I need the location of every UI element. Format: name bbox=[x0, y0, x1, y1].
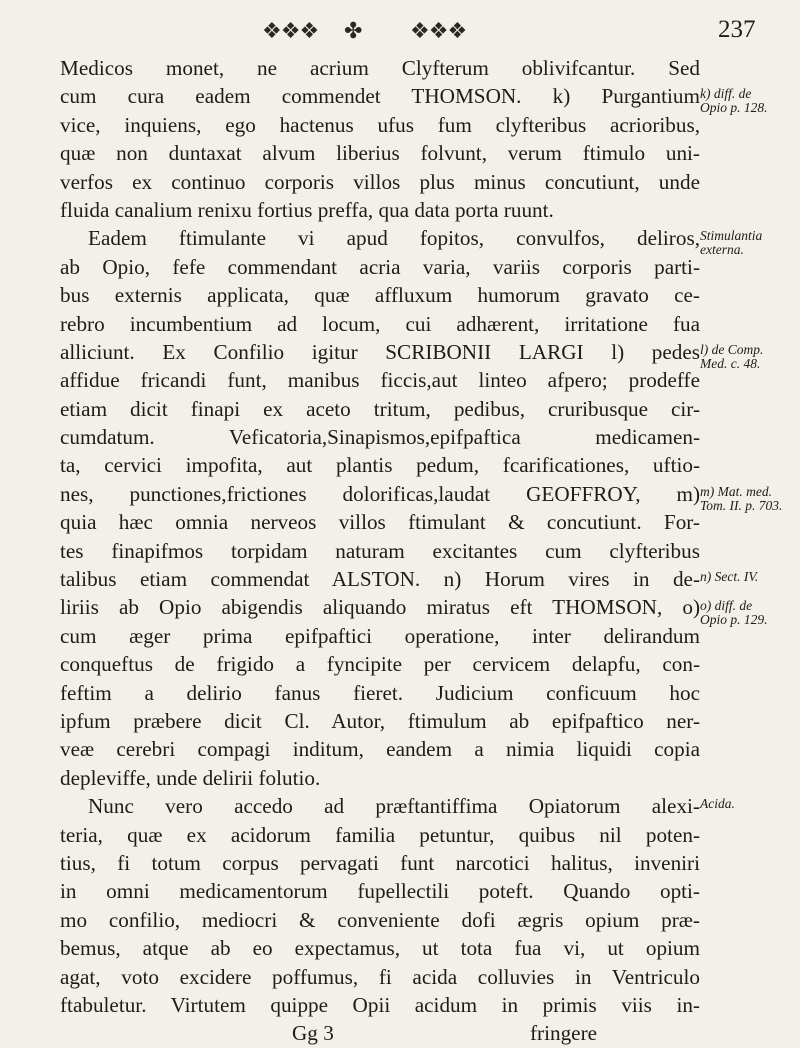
text-line: conqueftus de frigido a fyncipite per cervicem delapfu, con- bbox=[60, 652, 700, 677]
body-text bbox=[60, 54, 700, 1048]
marginal-note-line: externa. bbox=[700, 242, 744, 258]
text-line: Medicos monet, ne acrium Clyfterum oblivifcantur. Sed bbox=[60, 56, 700, 80]
marginal-note-line: Acida. bbox=[700, 796, 735, 812]
text-line: cumdatum. Veficatoria,Sinapismos,epifpaftica medicamen- bbox=[60, 425, 700, 450]
marginal-note-line: o) diff. de bbox=[700, 597, 753, 613]
text-line: affidue fricandi funt, manibus ficcis,aut linteo afpero; prodeffe bbox=[60, 368, 700, 393]
text-line: alliciunt. Ex Confilio igitur SCRIBONII LARGI l) pedes bbox=[60, 339, 700, 364]
text-line: fluida canalium renixu fortius preffa, qua data porta ruunt. bbox=[60, 197, 554, 222]
marginal-note-line: k) diff. de bbox=[700, 86, 752, 102]
text-line: ta, cervici impofita, aut plantis pedum, fcarificationes, uftio- bbox=[60, 453, 700, 478]
marginal-note-line: Opio p. 129. bbox=[700, 611, 768, 627]
marginal-note-line: Tom. II. p. 703. bbox=[700, 498, 783, 513]
marginal-note-line: m) Mat. med. bbox=[700, 484, 772, 499]
marginal-note bbox=[700, 229, 800, 257]
text-line: nes, punctiones,frictiones dolorificas,laudat GEOFFROY, m) bbox=[60, 481, 700, 506]
marginal-note bbox=[700, 485, 800, 513]
text-line: teria, quæ ex acidorum familia petuntur, quibus nil poten- bbox=[60, 822, 700, 847]
text-line: verfos ex continuo corporis villos plus minus concutiunt, unde bbox=[60, 169, 700, 194]
text-line: cum cura eadem commendet THOMSON. k) Purgantium bbox=[60, 84, 700, 109]
marginal-note-line: Opio p. 128. bbox=[700, 100, 768, 116]
text-line: agat, voto excidere poffumus, fi acida colluvies in Ventriculo bbox=[60, 964, 700, 989]
printer-ornament-right: ❖❖❖ bbox=[410, 18, 467, 43]
text-line: bus externis applicata, quæ affluxum humorum gravato ce- bbox=[60, 283, 700, 308]
text-line: ftabuletur. Virtutem quippe Opii acidum in primis viis in- bbox=[60, 992, 700, 1017]
marginal-note-line: Stimulantia bbox=[700, 228, 763, 244]
marginal-note-line: l) de Comp. bbox=[700, 342, 764, 357]
text-line: talibus etiam commendat ALSTON. n) Horum vires in de- bbox=[60, 567, 700, 592]
signature-mark: Gg 3 bbox=[292, 1021, 334, 1046]
text-line: depleviffe, unde delirii folutio. bbox=[60, 765, 321, 790]
text-line: Nunc vero accedo ad præftantiffima Opiatorum alexi- bbox=[88, 794, 700, 819]
marginal-note bbox=[700, 599, 800, 627]
marginal-note bbox=[700, 87, 800, 115]
text-line: rebro incumbentium ad locum, cui adhærent, irritatione fua bbox=[60, 311, 700, 336]
printer-ornament-center: ✤ bbox=[344, 18, 362, 43]
catchword: fringere bbox=[530, 1021, 598, 1046]
marginal-note bbox=[700, 797, 800, 811]
text-line: in omni medicamentorum fupellectili poteft. Quando opti- bbox=[60, 879, 700, 904]
page-header bbox=[0, 10, 800, 46]
text-line: vice, inquiens, ego hactenus ufus fum clyfteribus acrioribus, bbox=[60, 112, 700, 137]
text-line: veæ cerebri compagi inditum, eandem a nimia liquidi copia bbox=[60, 737, 700, 762]
page-number: 237 bbox=[718, 16, 756, 43]
marginal-note-line: Med. c. 48. bbox=[700, 356, 761, 371]
text-line: ab Opio, fefe commendant acria varia, variis corporis parti- bbox=[60, 254, 700, 279]
text-line: feftim a delirio fanus fieret. Judicium conficuum hoc bbox=[60, 680, 700, 705]
text-line: Eadem ftimulante vi apud fopitos, convulfos, deliros, bbox=[88, 226, 700, 251]
text-line: liriis ab Opio abigendis aliquando miratus eft THOMSON, o) bbox=[60, 595, 700, 620]
text-line: tius, fi totum corpus pervagati funt narcotici halitus, inveniri bbox=[60, 850, 700, 875]
marginal-note-line: n) Sect. IV. bbox=[700, 569, 759, 585]
text-line: tes finapifmos torpidam naturam excitantes cum clyfteribus bbox=[60, 538, 700, 563]
text-line: mo confilio, mediocri & conveniente dofi ægris opium præ- bbox=[60, 907, 700, 932]
text-line: etiam dicit finapi ex aceto tritum, pedibus, cruribusque cir- bbox=[60, 396, 700, 421]
text-line: cum æger prima epifpaftici operatione, inter delirandum bbox=[60, 623, 700, 648]
marginal-note bbox=[700, 343, 800, 371]
text-line: quia hæc omnia nerveos villos ftimulant & concutiunt. For- bbox=[60, 510, 700, 535]
text-line: quæ non duntaxat alvum liberius folvunt, verum ftimulo uni- bbox=[60, 141, 700, 166]
text-line: bemus, atque ab eo expectamus, ut tota fua vi, ut opium bbox=[60, 936, 700, 961]
text-line: ipfum præbere dicit Cl. Autor, ftimulum ab epifpaftico ner- bbox=[60, 708, 700, 733]
marginal-note bbox=[700, 570, 800, 584]
printer-ornament-left: ❖❖❖ bbox=[262, 18, 319, 43]
